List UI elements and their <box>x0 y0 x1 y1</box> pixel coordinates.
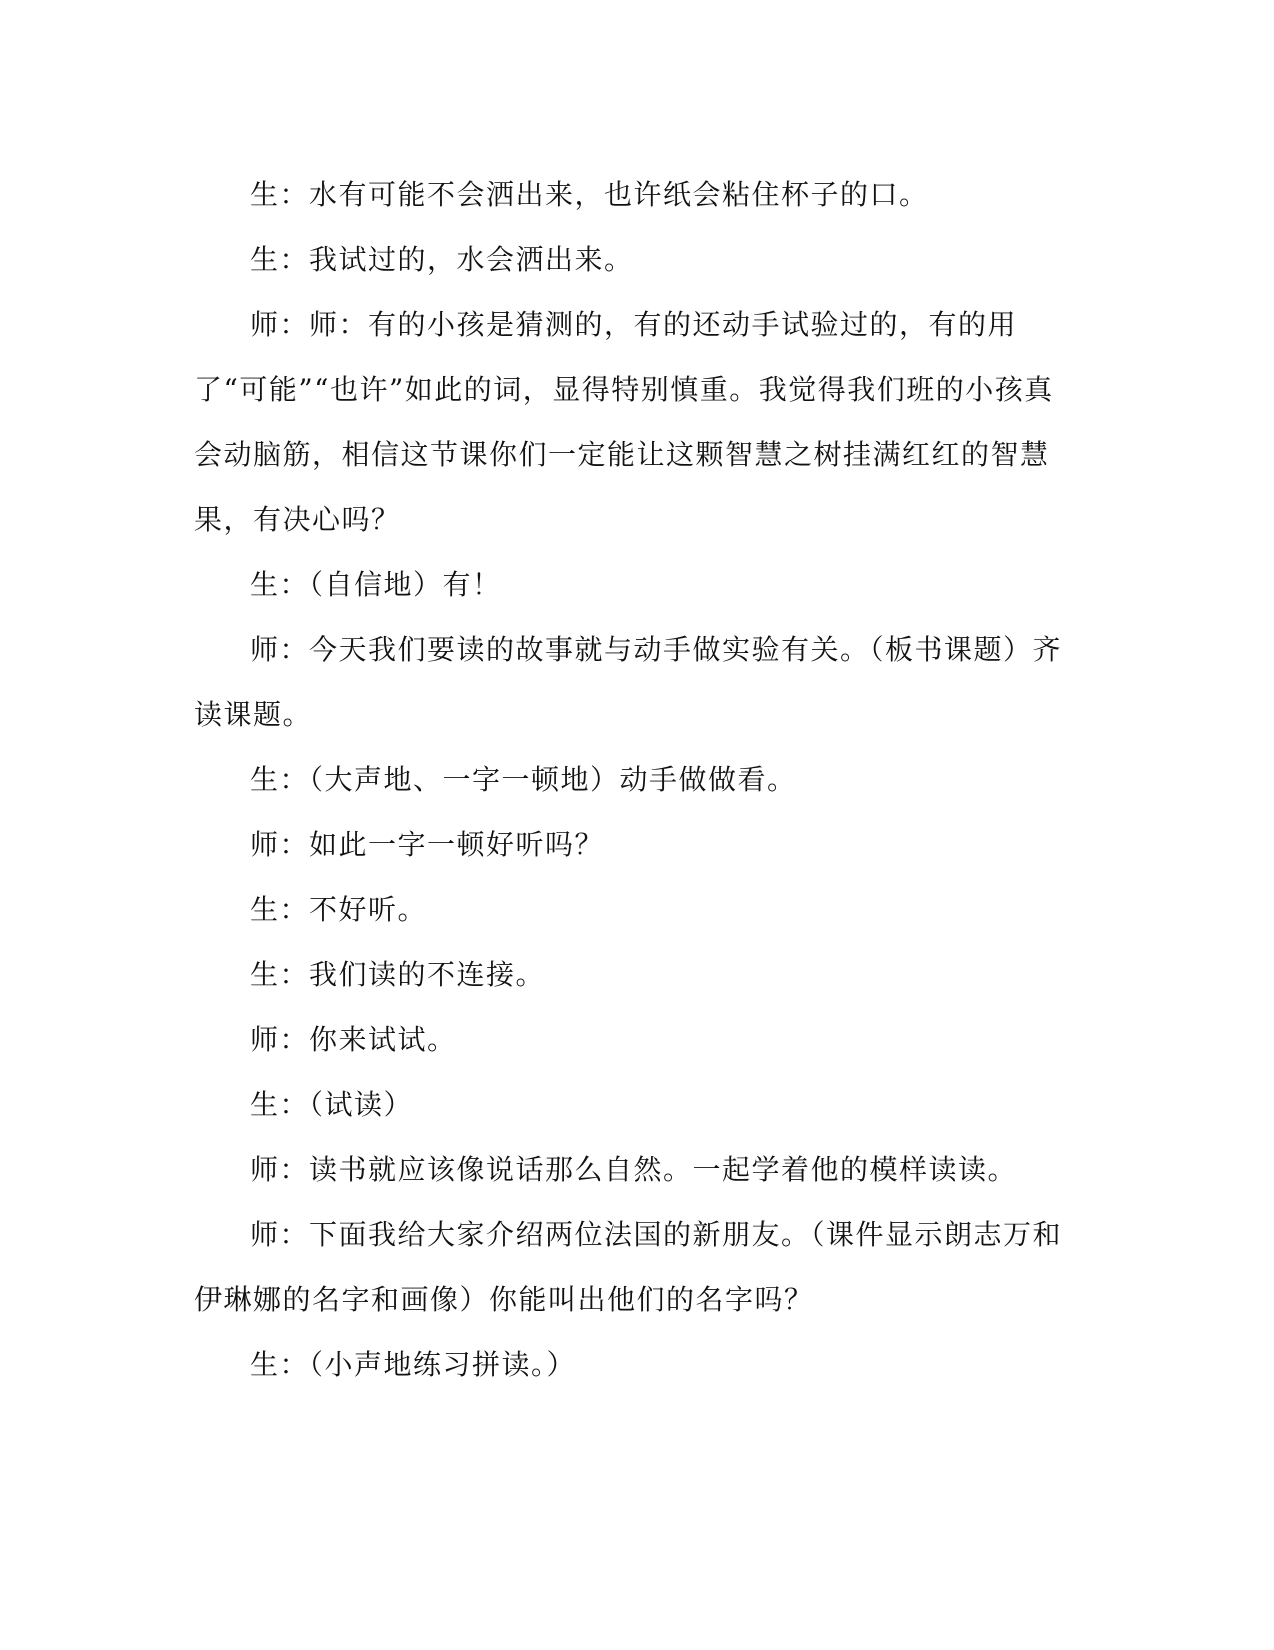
paragraph-2: 生：我试过的，水会洒出来。 <box>250 243 634 276</box>
paragraph-14: 生：（小声地练习拼读。） <box>250 1348 577 1381</box>
paragraph-4: 生：（自信地）有！ <box>250 568 502 601</box>
paragraph-13: 师：下面我给大家介绍两位法国的新朋友。（课件显示朗志万和伊琳娜的名字和画像）你能叫出他们的名字吗？ <box>194 1218 1063 1316</box>
paragraph-9: 生：我们读的不连接。 <box>250 958 546 991</box>
paragraph-11: 生：（试读） <box>250 1088 414 1121</box>
paragraph-10: 师：你来试试。 <box>250 1023 457 1056</box>
paragraph-6: 生：（大声地、一字一顿地）动手做做看。 <box>250 763 797 796</box>
paragraph-12: 师：读书就应该像说话那么自然。一起学着他的模样读读。 <box>250 1153 1018 1186</box>
document-body <box>194 162 1074 1397</box>
paragraph-1: 生：水有可能不会洒出来，也许纸会粘住杯子的口。 <box>250 178 929 211</box>
paragraph-5: 师：今天我们要读的故事就与动手做实验有关。（板书课题）齐读课题。 <box>194 633 1063 731</box>
paragraph-3: 师：师：有的小孩是猜测的，有的还动手试验过的，有的用了“可能”“也许”如此的词，显得特别慎重。我觉得我们班的小孩真会动脑筋，相信这节课你们一定能让这颗智慧之树挂满红红的智慧果，有决心吗？ <box>194 308 1054 536</box>
paragraph-7: 师：如此一字一顿好听吗？ <box>250 828 605 861</box>
paragraph-8: 生：不好听。 <box>250 893 428 926</box>
